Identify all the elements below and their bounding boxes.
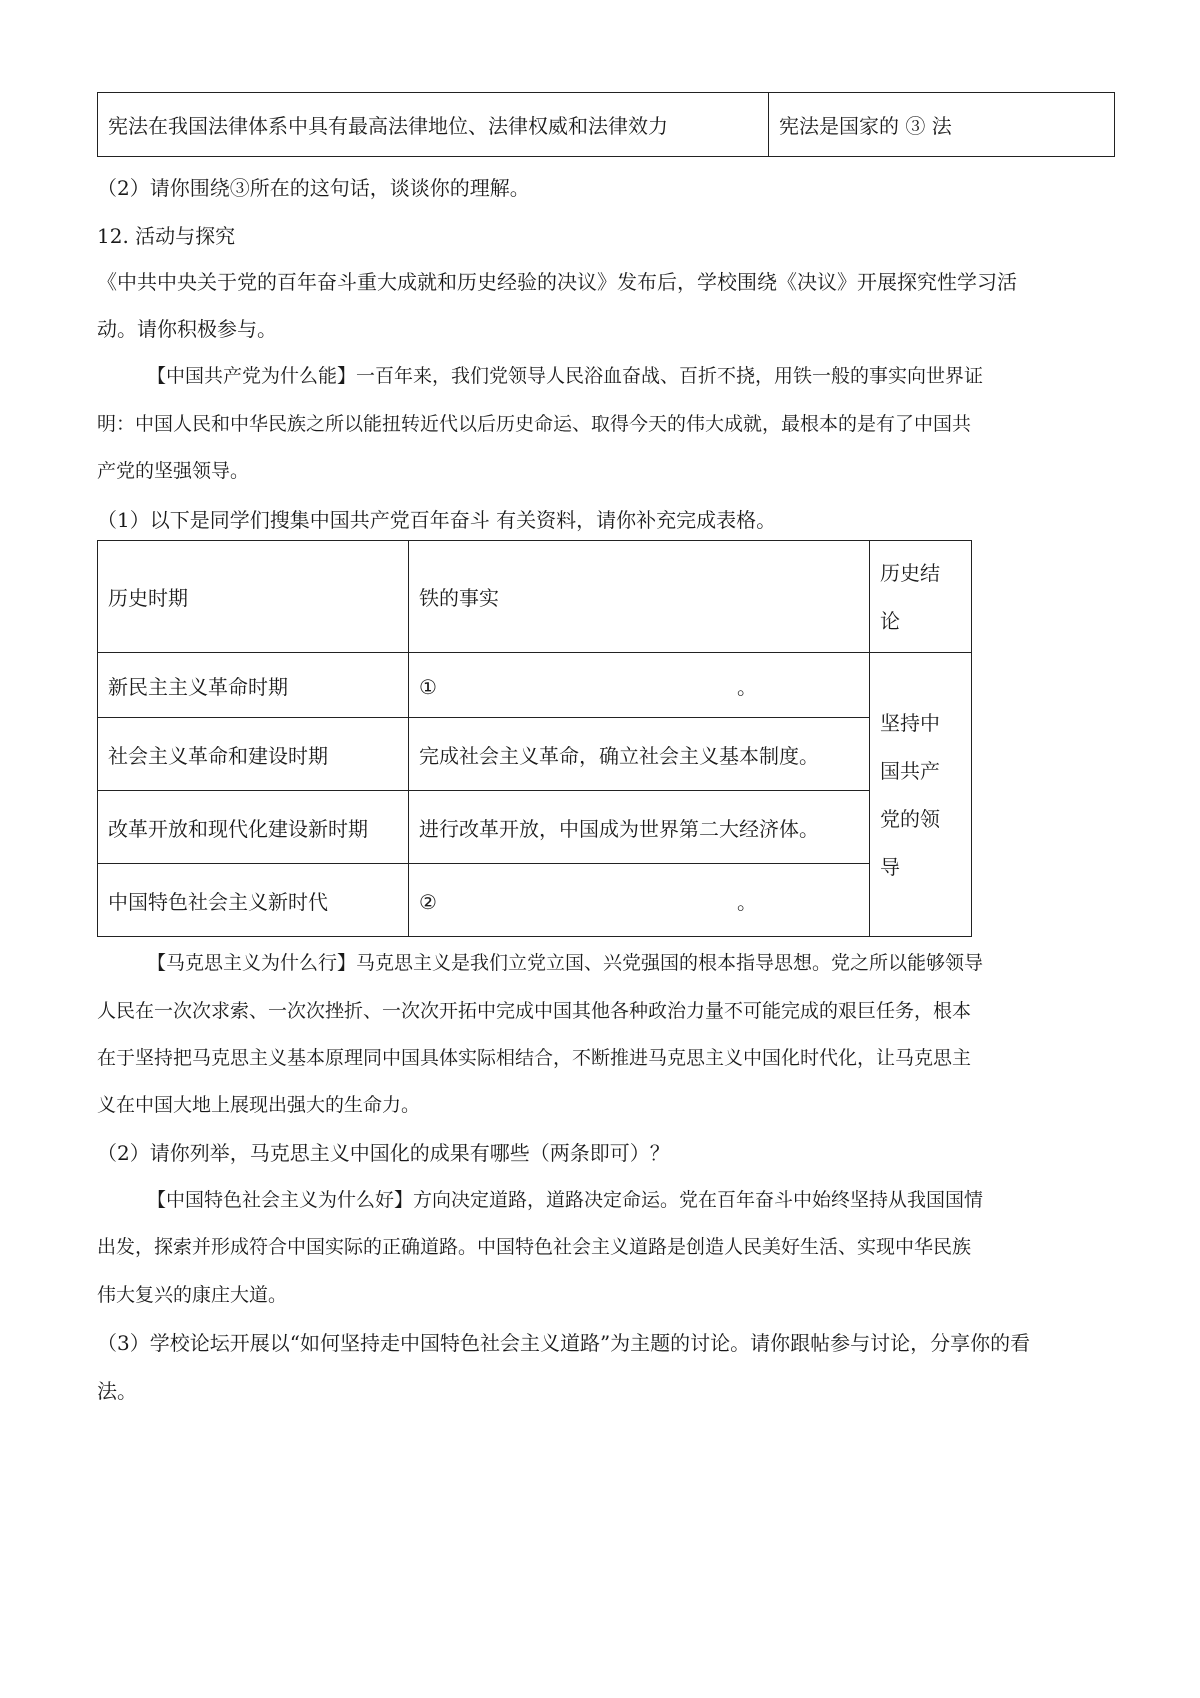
paragraph-line: 在于坚持把马克思主义基本原理同中国具体实际相结合，不断推进马克思主义中国化时代化，让马克思主 — [97, 1047, 972, 1069]
table-row — [98, 718, 972, 791]
constitution-table — [97, 92, 1115, 157]
header-conclusion-line: 论 — [880, 608, 900, 633]
table-row — [98, 864, 972, 937]
period-cell: 中国特色社会主义新时代 — [98, 864, 409, 937]
paragraph-line: 人民在一次次求索、一次次挫折、一次次开拓中完成中国其他各种政治力量不可能完成的艰巨任务，根本 — [97, 1000, 972, 1022]
constitution-fundamental-law: 宪法是国家的 ③ 法 — [769, 93, 1115, 157]
paragraph-line: 伟大复兴的康庄大道。 — [97, 1284, 288, 1306]
header-period: 历史时期 — [98, 541, 409, 653]
conclusion-line: 党的领 — [880, 806, 940, 831]
intro-line: 动。请你积极参与。 — [97, 317, 277, 341]
fact-cell — [409, 864, 870, 937]
header-conclusion — [870, 541, 972, 653]
period-cell: 改革开放和现代化建设新时期 — [98, 791, 409, 864]
q12-title: 12. 活动与探究 — [97, 224, 236, 248]
paragraph-line: 义在中国大地上展现出强大的生命力。 — [97, 1094, 421, 1116]
q11-part2: （2）请你围绕③所在的这句话，谈谈你的理解。 — [97, 176, 530, 200]
q12-part2: （2）请你列举，马克思主义中国化的成果有哪些（两条即可）？ — [97, 1141, 670, 1165]
header-conclusion-line: 历史结 — [880, 560, 940, 585]
paragraph-line: 出发，探索并形成符合中国实际的正确道路。中国特色社会主义道路是创造人民美好生活、实现中华民族 — [97, 1236, 972, 1258]
fact-cell: 进行改革开放，中国成为世界第二大经济体。 — [409, 791, 870, 864]
paragraph-line: 【中国特色社会主义为什么好】方向决定道路，道路决定命运。党在百年奋斗中始终坚持从我国国情 — [147, 1189, 984, 1211]
conclusion-line: 国共产 — [880, 758, 940, 783]
constitution-statement: 宪法在我国法律体系中具有最高法律地位、法律权威和法律效力 — [98, 93, 769, 157]
q12-part3: 法。 — [97, 1379, 137, 1403]
paragraph-line: 明：中国人民和中华民族之所以能扭转近代以后历史命运、取得今天的伟大成就，最根本的是有了中国共 — [97, 413, 972, 435]
blank-marker: ① — [419, 674, 437, 699]
table-row — [98, 653, 972, 718]
fact-cell: 完成社会主义革命，确立社会主义基本制度。 — [409, 718, 870, 791]
paragraph-line: 【中国共产党为什么能】一百年来，我们党领导人民浴血奋战、百折不挠，用铁一般的事实向世界证 — [147, 365, 984, 387]
blank-marker: ② — [419, 889, 437, 914]
q12-part1: （1）以下是同学们搜集中国共产党百年奋斗 有关资料，请你补充完成表格。 — [97, 508, 777, 532]
intro-line: 《中共中央关于党的百年奋斗重大成就和历史经验的决议》发布后，学校围绕《决议》开展探究性学习活 — [97, 270, 1017, 294]
blank-end: 。 — [736, 674, 757, 699]
header-fact: 铁的事实 — [409, 541, 870, 653]
conclusion-line: 坚持中 — [880, 710, 940, 735]
fact-cell — [409, 653, 870, 718]
period-cell: 新民主主义革命时期 — [98, 653, 409, 718]
period-cell: 社会主义革命和建设时期 — [98, 718, 409, 791]
paragraph-line: 【马克思主义为什么行】马克思主义是我们立党立国、兴党强国的根本指导思想。党之所以能够领导 — [147, 952, 984, 974]
q12-part3: （3）学校论坛开展以“如何坚持走中国特色社会主义道路”为主题的讨论。请你跟帖参与讨论，分享你的看 — [97, 1331, 1031, 1355]
paragraph-line: 产党的坚强领导。 — [97, 460, 250, 482]
conclusion-cell — [870, 653, 972, 937]
blank-end: 。 — [736, 889, 757, 914]
table-row — [98, 791, 972, 864]
conclusion-line: 导 — [880, 854, 900, 879]
history-table — [97, 540, 972, 937]
